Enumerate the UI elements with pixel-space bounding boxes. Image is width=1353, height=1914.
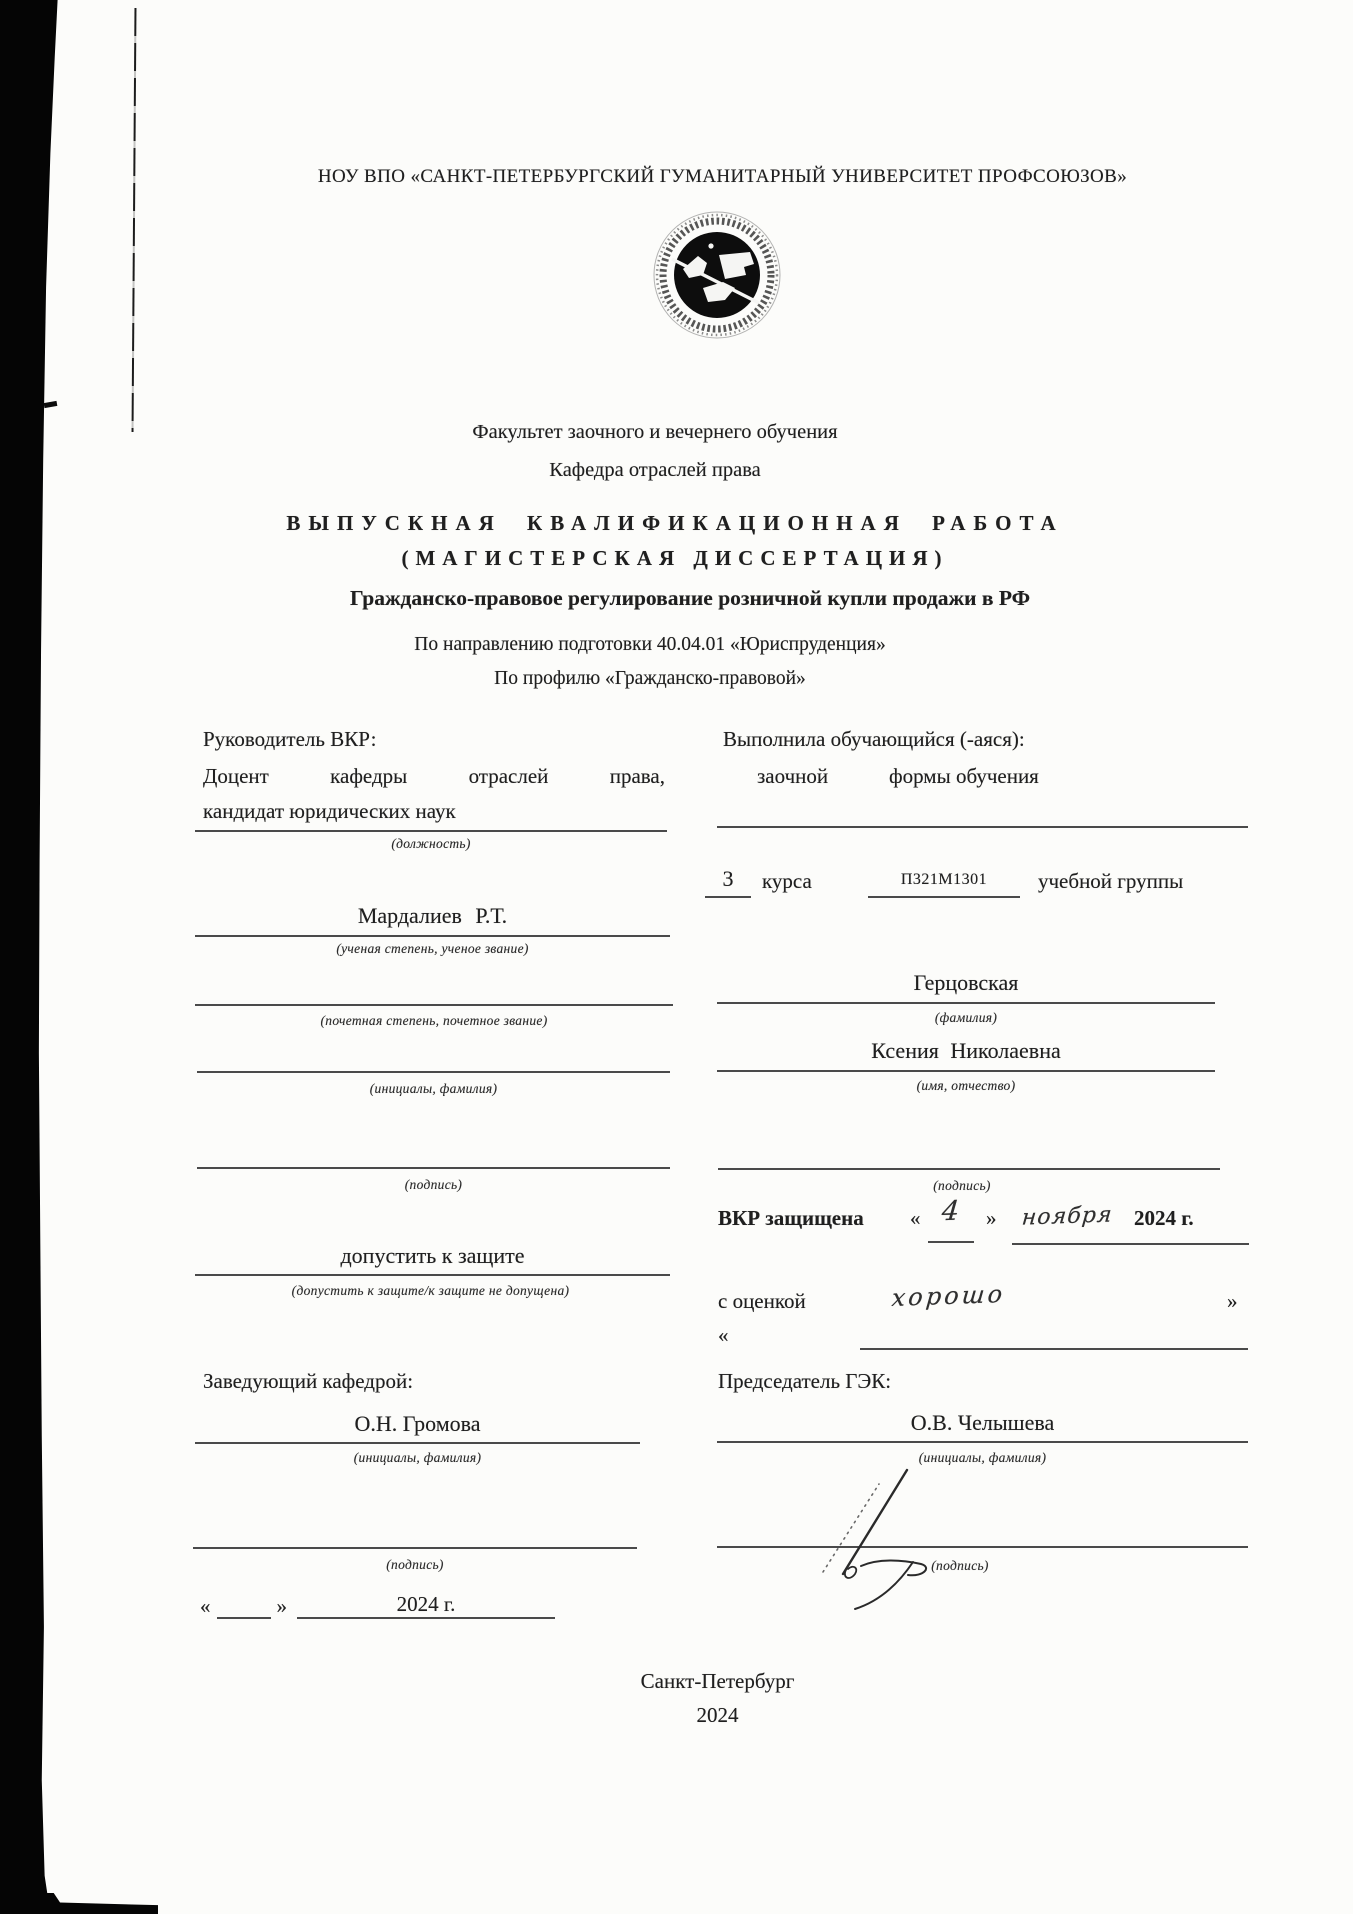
group-code-line <box>868 896 1020 898</box>
group-word: учебной группы <box>1038 869 1184 893</box>
supervisor-name: Мардалиев Р.Т. <box>195 903 670 937</box>
university-header: НОУ ВПО «САНКТ-ПЕТЕРБУРГСКИЙ ГУМАНИТАРНЫЙ УНИВЕРСИТЕТ ПРОФСОЮЗОВ» <box>317 166 1128 187</box>
date-open-quote: « <box>200 1594 211 1618</box>
grade-fill-line <box>860 1348 1248 1350</box>
defended-open-quote: « <box>910 1206 921 1230</box>
supervisor-position-line1: Доцент кафедры отраслей права, <box>203 764 665 788</box>
defended-day-line <box>928 1241 974 1243</box>
given-names-caption: (имя, отчество) <box>916 1078 1016 1093</box>
work-type-heading: ВЫПУСКНАЯ КВАЛИФИКАЦИОННАЯ РАБОТА <box>286 511 1064 535</box>
chair-initials-caption: (инициалы, фамилия) <box>918 1450 1047 1465</box>
grade-label: с оценкой <box>718 1289 806 1313</box>
group-code: П321М1301 <box>900 871 988 888</box>
student-fill-line <box>717 826 1248 828</box>
date-close-quote: » <box>276 1594 287 1618</box>
initials-fill-line <box>197 1071 670 1073</box>
chair-signature-scribble <box>795 1462 995 1612</box>
head-initials-caption: (инициалы, фамилия) <box>353 1450 482 1465</box>
initials-caption: (инициалы, фамилия) <box>369 1081 498 1096</box>
scan-vertical-line <box>132 8 137 432</box>
scan-dash-mark <box>44 401 58 408</box>
head-date-row <box>200 1592 555 1619</box>
admission-caption: (допустить к защите/к защите не допущена) <box>291 1283 570 1298</box>
defended-year: 2024 г. <box>1134 1206 1194 1230</box>
head-of-department-label: Заведующий кафедрой: <box>203 1369 414 1393</box>
defended-day-handwritten: 4 <box>940 1195 962 1228</box>
direction-line: По направлению подготовки 40.04.01 «Юриспруденция» <box>414 634 886 655</box>
defended-close-quote: » <box>986 1206 997 1230</box>
supervisor-position-line2: кандидат юридических наук <box>203 799 456 823</box>
year-line: 2024 <box>696 1703 739 1727</box>
defended-label: ВКР защищена <box>718 1206 864 1230</box>
admission-text: допустить к защите <box>195 1243 670 1276</box>
student-signature-caption: (подпись) <box>933 1178 991 1193</box>
head-of-department-name: О.Н. Громова <box>195 1411 640 1444</box>
surname-caption: (фамилия) <box>934 1010 998 1025</box>
student-surname: Герцовская <box>717 970 1215 1004</box>
defended-month-handwritten: ноября <box>1020 1202 1114 1231</box>
course-word: курса <box>762 869 812 893</box>
university-seal-icon <box>650 208 784 342</box>
degree-caption: (ученая степень, ученое звание) <box>336 941 529 956</box>
city-line: Санкт-Петербург <box>640 1669 795 1693</box>
student-label: Выполнила обучающийся (-аяся): <box>723 727 1025 751</box>
student-given-names: Ксения Николаевна <box>717 1038 1215 1072</box>
supervisor-label: Руководитель ВКР: <box>203 727 377 751</box>
honorary-fill-line <box>195 1004 673 1006</box>
honorary-caption: (почетная степень, почетное звание) <box>320 1013 548 1028</box>
department-line: Кафедра отраслей права <box>549 459 761 481</box>
work-subtype-heading: (МАГИСТЕРСКАЯ ДИССЕРТАЦИЯ) <box>401 546 949 570</box>
scan-bottom-strip <box>0 1893 158 1914</box>
grade-close-quote: » <box>1227 1289 1238 1313</box>
date-year-blank: 2024 г. <box>297 1592 555 1619</box>
grade-open-quote: « <box>718 1323 729 1347</box>
defended-year-line <box>1012 1243 1249 1245</box>
course-number-line <box>705 896 751 898</box>
supervisor-signature-caption: (подпись) <box>404 1177 463 1192</box>
head-signature-caption: (подпись) <box>386 1557 444 1572</box>
course-number: 3 <box>722 866 734 891</box>
position-caption: (должность) <box>391 836 471 851</box>
scan-edge-shadow <box>0 0 72 1914</box>
study-form-word: заочной <box>757 764 829 788</box>
student-signature-line <box>718 1168 1220 1170</box>
faculty-line: Факультет заочного и вечернего обучения <box>472 421 838 443</box>
profile-line: По профилю «Гражданско-правовой» <box>494 668 806 689</box>
chair-signature-caption: (подпись) <box>931 1558 989 1573</box>
date-day-blank <box>217 1592 271 1619</box>
head-signature-line <box>193 1547 637 1549</box>
study-form-rest: формы обучения <box>889 764 1039 788</box>
supervisor-signature-line <box>197 1167 670 1169</box>
chair-label: Председатель ГЭК: <box>718 1369 892 1393</box>
grade-handwritten: хорошо <box>890 1280 1007 1312</box>
chair-name: О.В. Челышева <box>717 1410 1248 1443</box>
thesis-title: Гражданско-правовое регулирование розничной купли продажи в РФ <box>349 586 1031 610</box>
